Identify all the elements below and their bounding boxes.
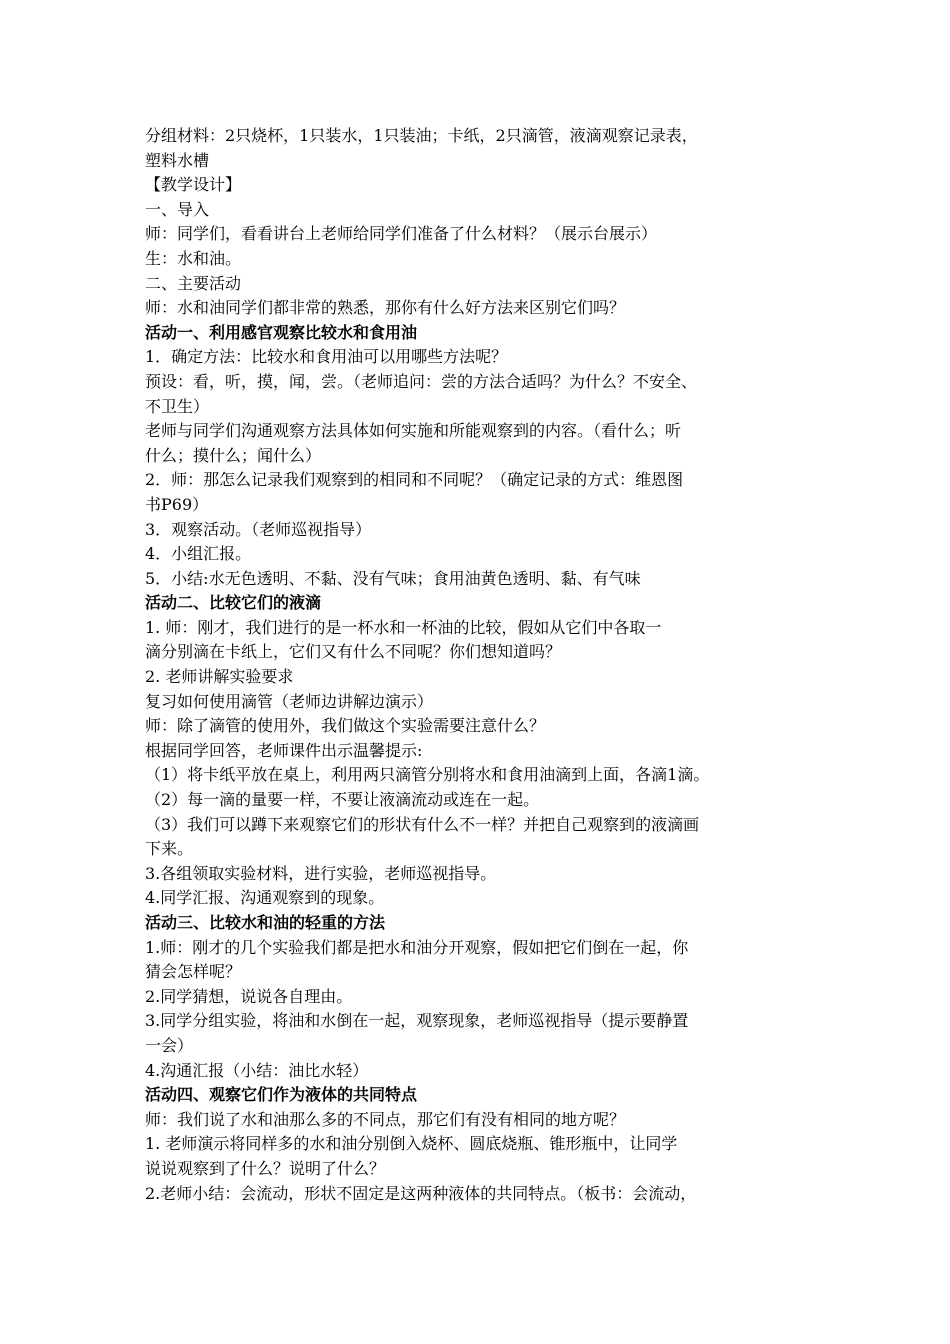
text-line: 一、导入 [145, 199, 210, 219]
section-heading: 活动二、比较它们的液滴 [145, 593, 322, 613]
text-line: 老师与同学们沟通观察方法具体如何实施和所能观察到的内容。（看什么；听 [145, 421, 682, 441]
text-line: 3.同学分组实验，将油和水倒在一起，观察现象，老师巡视指导（提示要静置 [145, 1011, 689, 1031]
text-line: 塑料水槽 [145, 150, 210, 170]
text-line: 师：水和油同学们都非常的熟悉，那你有什么好方法来区别它们吗？ [145, 298, 626, 318]
text-line: （1）将卡纸平放在桌上，利用两只滴管分别将水和食用油滴到上面，各滴1滴。 [145, 765, 710, 785]
text-line: 2．师：那怎么记录我们观察到的相同和不同呢？（确定记录的方式：维恩图 [145, 470, 684, 490]
text-line: （2）每一滴的量要一样，不要让液滴流动或连在一起。 [145, 790, 540, 810]
text-line: 师：同学们，看看讲台上老师给同学们准备了什么材料？（展示台展示） [145, 224, 658, 244]
text-line: 1.师：刚才的几个实验我们都是把水和油分开观察，假如把它们倒在一起，你 [145, 937, 689, 957]
section-heading: 活动四、观察它们作为液体的共同特点 [145, 1085, 418, 1105]
document-page [145, 124, 820, 1206]
text-line: 猜会怎样呢？ [145, 962, 242, 982]
text-line: 3．观察活动。（老师巡视指导） [145, 519, 372, 539]
text-line: 下来。 [145, 839, 194, 859]
text-line: 4．小组汇报。 [145, 544, 252, 564]
text-line: 说说观察到了什么？说明了什么？ [145, 1158, 386, 1178]
text-line: 5．小结:水无色透明、不黏、没有气味；食用油黄色透明、黏、有气味 [145, 568, 641, 588]
text-line: 1．确定方法：比较水和食用油可以用哪些方法呢？ [145, 347, 508, 367]
text-line: 2.同学猜想，说说各自理由。 [145, 986, 353, 1006]
text-line: （3）我们可以蹲下来观察它们的形状有什么不一样？并把自己观察到的液滴画 [145, 814, 700, 834]
text-line: 【教学设计】 [145, 175, 242, 195]
text-line: 滴分别滴在卡纸上，它们又有什么不同呢？你们想知道吗？ [145, 642, 562, 662]
text-line: 2. 老师讲解实验要求 [145, 667, 294, 687]
text-line: 预设：看，听，摸，闻，尝。（老师追问：尝的方法合适吗？为什么？不安全、 [145, 371, 698, 391]
text-line: 师：我们说了水和油那么多的不同点，那它们有没有相同的地方呢？ [145, 1109, 626, 1129]
text-line: 3.各组领取实验材料，进行实验，老师巡视指导。 [145, 863, 497, 883]
text-line: 二、主要活动 [145, 273, 242, 293]
text-line: 师：除了滴管的使用外，我们做这个实验需要注意什么？ [145, 716, 546, 736]
text-line: 4.沟通汇报（小结：油比水轻） [145, 1060, 369, 1080]
text-line: 根据同学回答，老师课件出示温馨提示: [145, 740, 423, 760]
text-line: 书P69） [145, 494, 209, 514]
text-line: 不卫生） [145, 396, 210, 416]
text-line: 1. 师：刚才，我们进行的是一杯水和一杯油的比较，假如从它们中各取一 [145, 617, 662, 637]
section-heading: 活动三、比较水和油的轻重的方法 [145, 913, 386, 932]
text-line: 2.老师小结：会流动，形状不固定是这两种液体的共同特点。（板书：会流动， [145, 1183, 697, 1203]
text-line: 什么；摸什么；闻什么） [145, 445, 322, 465]
text-line: 一会） [145, 1035, 194, 1055]
text-line: 4.同学汇报、沟通观察到的现象。 [145, 888, 385, 908]
text-line: 生：水和油。 [145, 248, 242, 268]
text-line: 分组材料：2只烧杯，1只装水，1只装油；卡纸，2只滴管，液滴观察记录表， [145, 126, 698, 145]
text-line: 复习如何使用滴管（老师边讲解边演示） [145, 691, 434, 711]
text-line: 1. 老师演示将同样多的水和油分别倒入烧杯、圆底烧瓶、锥形瓶中，让同学 [145, 1134, 678, 1154]
section-heading: 活动一、利用感官观察比较水和食用油 [145, 322, 418, 342]
